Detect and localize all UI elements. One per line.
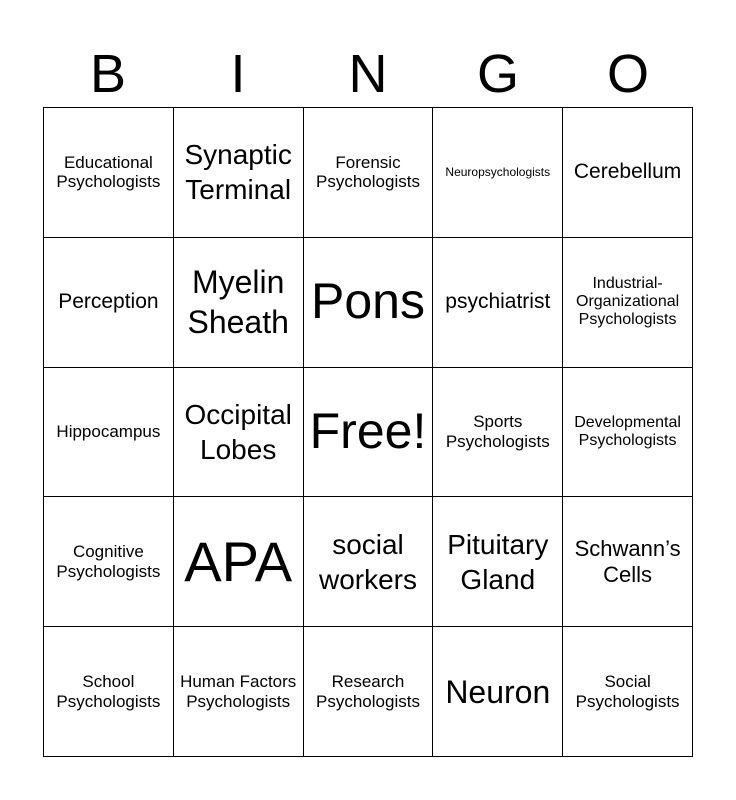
free-space: Free!: [309, 403, 427, 460]
bingo-cell[interactable]: [174, 497, 304, 627]
bingo-cell[interactable]: [44, 497, 174, 627]
header-letter-i: I: [230, 44, 246, 104]
bingo-board: [43, 107, 693, 757]
cell-label: Cognitive Psychologists: [56, 542, 161, 581]
bingo-cell[interactable]: [174, 108, 304, 238]
bingo-header: [43, 40, 693, 108]
bingo-cell[interactable]: [174, 238, 304, 368]
bingo-cell[interactable]: [433, 627, 563, 757]
cell-label: Perception: [58, 290, 159, 314]
cell-label: Neuron: [445, 673, 551, 710]
cell-label: Cerebellum: [573, 160, 682, 184]
bingo-cell[interactable]: [563, 238, 693, 368]
header-letter-g: G: [476, 44, 519, 104]
cell-label: APA: [184, 529, 293, 593]
cell-label: Schwann’s Cells: [574, 536, 681, 587]
cell-label: Hippocampus: [56, 422, 161, 442]
header-letter-b: B: [89, 44, 127, 104]
bingo-cell[interactable]: [44, 108, 174, 238]
cell-label: Forensic Psychologists: [316, 152, 420, 192]
bingo-cell[interactable]: [433, 497, 563, 627]
cell-label: Synaptic Terminal: [184, 139, 292, 206]
cell-label: Research Psychologists: [316, 672, 420, 711]
cell-label: Social Psychologists: [575, 672, 680, 711]
bingo-cell[interactable]: [563, 108, 693, 238]
bingo-cell[interactable]: [304, 108, 434, 238]
cell-label: Pons: [311, 273, 425, 330]
cell-label: Neuropsychologists: [445, 164, 551, 179]
cell-label: Educational Psychologists: [56, 152, 161, 192]
cell-label: Developmental Psychologists: [574, 413, 681, 449]
cell-label: social workers: [318, 528, 417, 595]
bingo-cell[interactable]: [44, 238, 174, 368]
bingo-cell[interactable]: [563, 497, 693, 627]
bingo-cell[interactable]: [44, 368, 174, 498]
cell-label: School Psychologists: [56, 672, 161, 711]
header-letter-n: N: [348, 44, 388, 104]
bingo-cell[interactable]: [433, 238, 563, 368]
bingo-cell[interactable]: [433, 368, 563, 498]
bingo-cell[interactable]: [304, 238, 434, 368]
header-letter-o: O: [606, 44, 649, 104]
bingo-cell[interactable]: [174, 368, 304, 498]
bingo-cell[interactable]: [563, 627, 693, 757]
cell-label: psychiatrist: [445, 290, 551, 314]
cell-label: Human Factors Psychologists: [180, 672, 297, 711]
cell-label: Sports Psychologists: [445, 412, 550, 451]
bingo-cell[interactable]: [563, 368, 693, 498]
cell-label: Myelin Sheath: [187, 264, 289, 341]
bingo-cell[interactable]: [304, 627, 434, 757]
bingo-cell[interactable]: [44, 627, 174, 757]
cell-label: Occipital Lobes: [184, 398, 292, 465]
cell-label: Industrial-Organizational Psychologists: [576, 274, 680, 329]
bingo-cell[interactable]: [304, 368, 434, 498]
bingo-cell[interactable]: [174, 627, 304, 757]
bingo-cell[interactable]: [304, 497, 434, 627]
cell-label: Pituitary Gland: [447, 528, 549, 595]
bingo-cell[interactable]: [433, 108, 563, 238]
